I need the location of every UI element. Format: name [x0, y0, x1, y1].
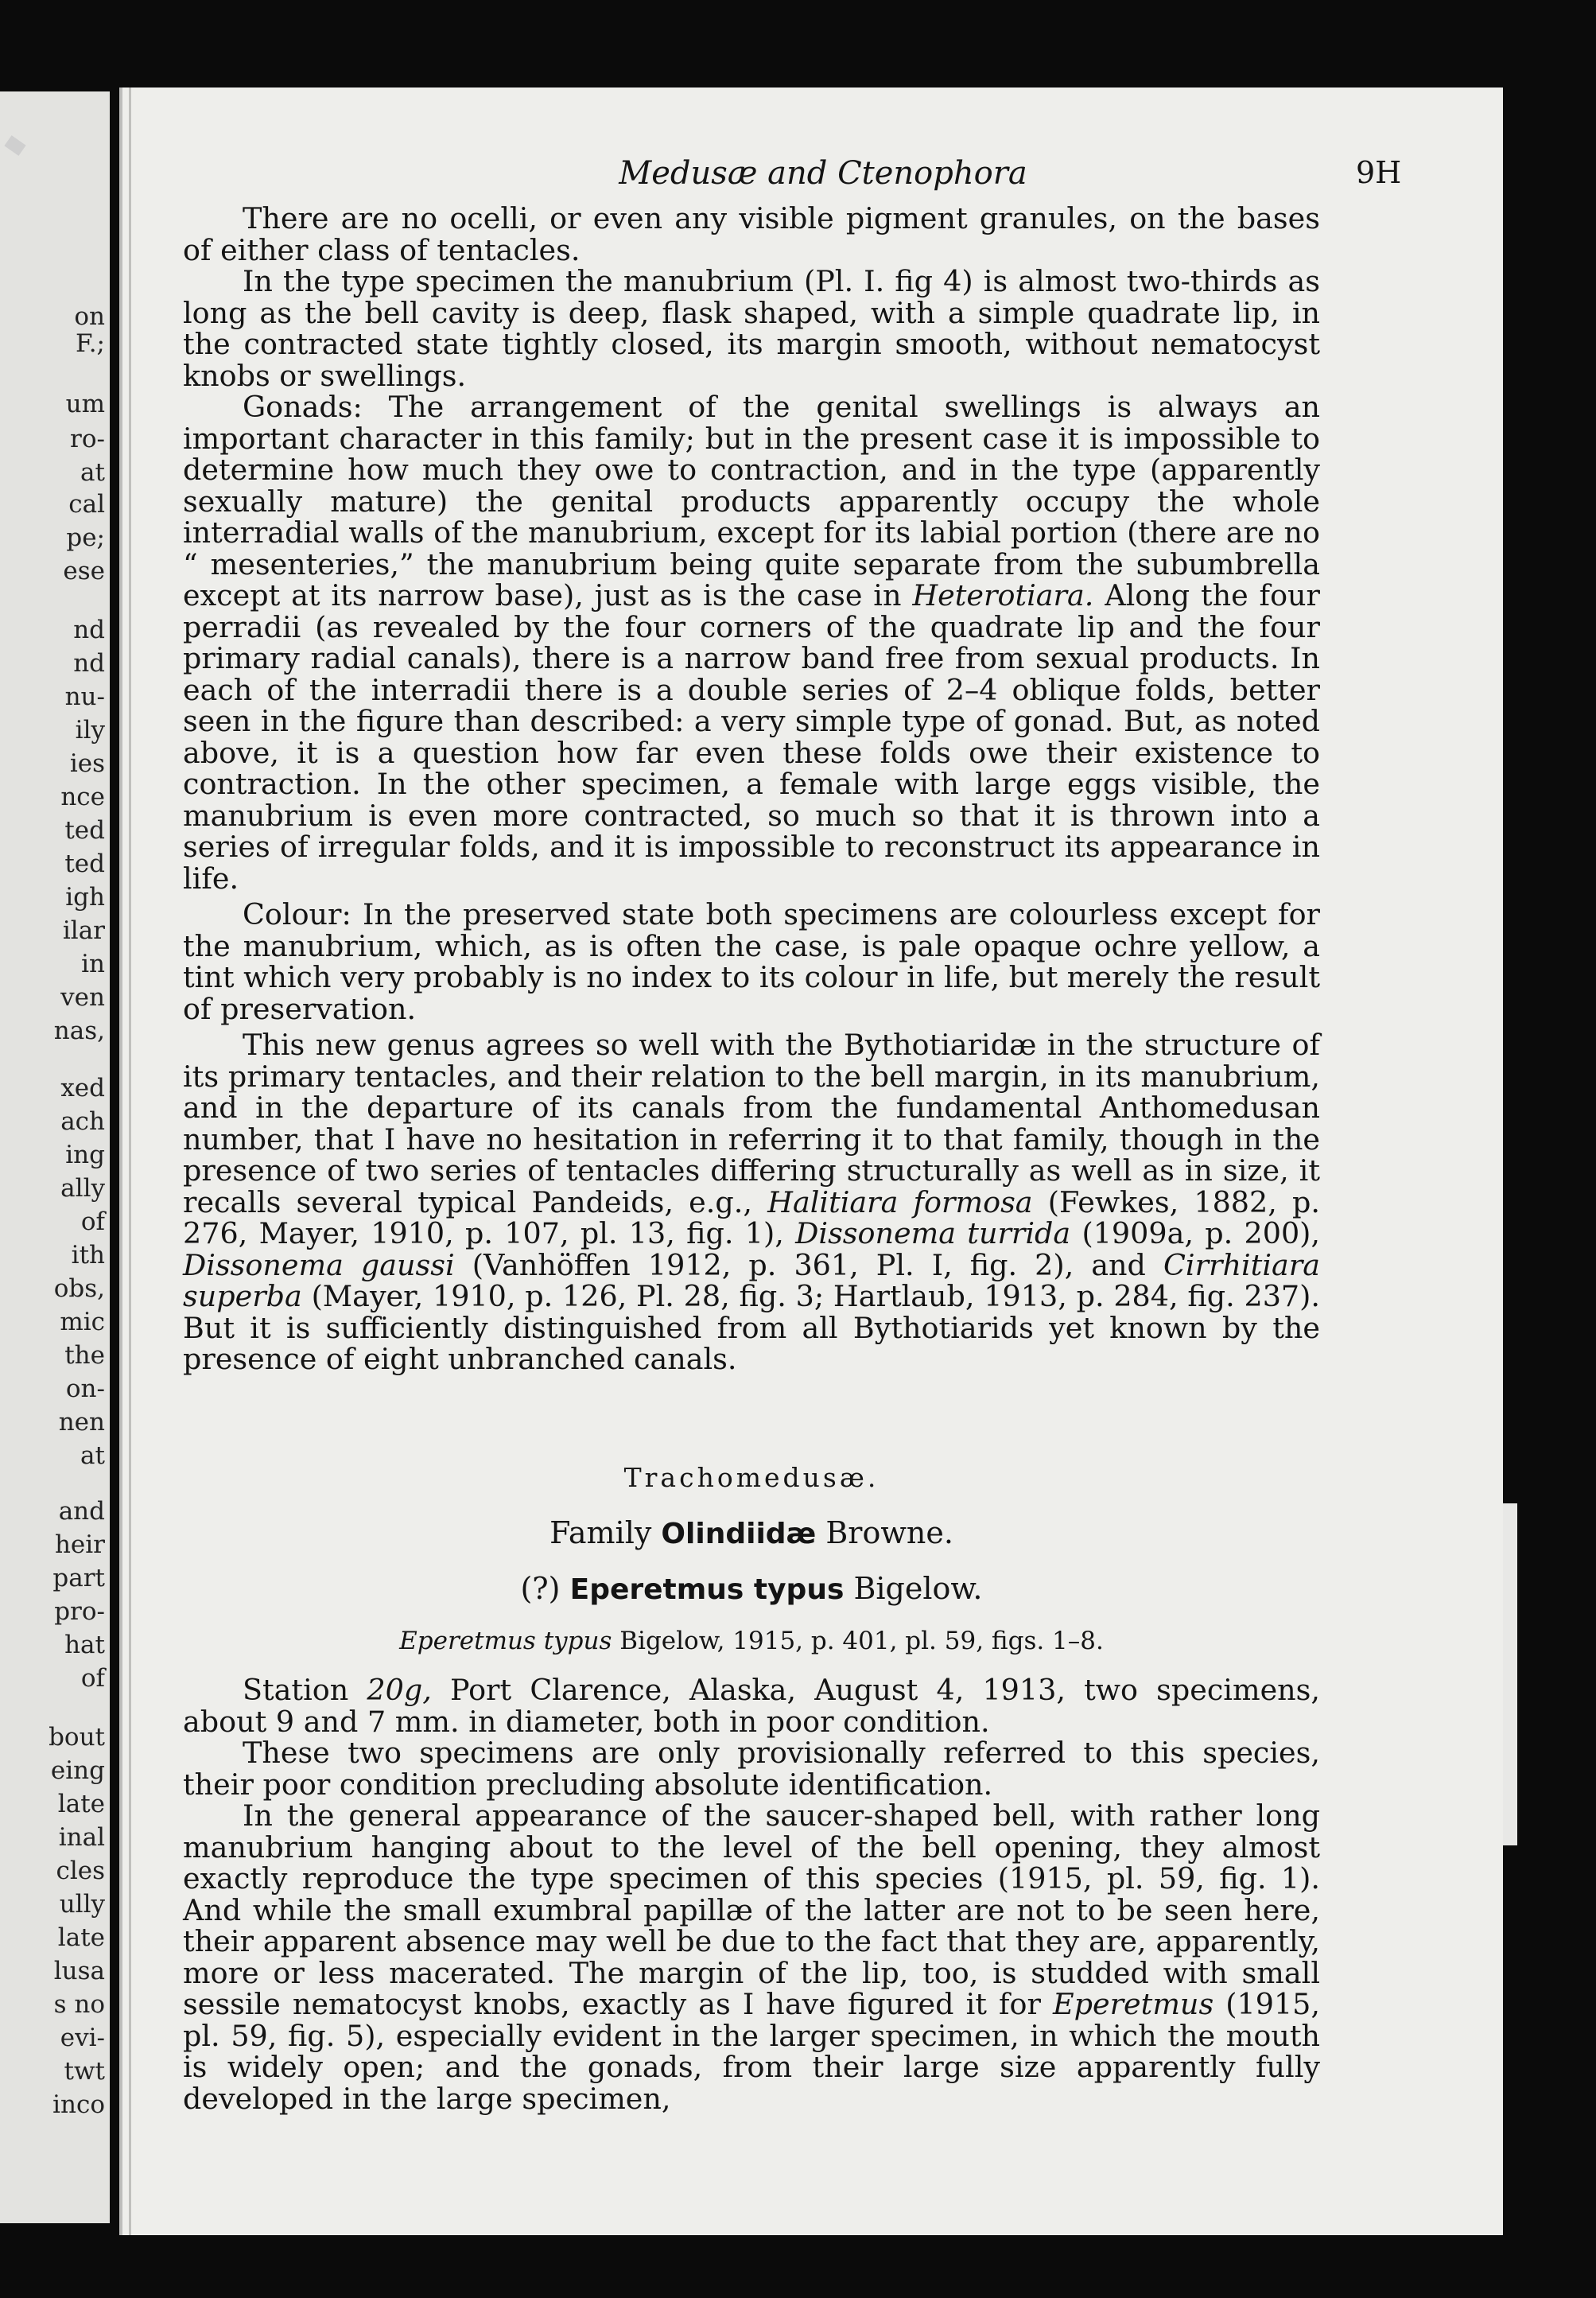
- running-title: Medusæ and Ctenophora: [619, 155, 1027, 192]
- citation-reference: Bigelow, 1915, p. 401, pl. 59, figs. 1–8.: [612, 1627, 1104, 1655]
- genus-name: Eperetmus: [1053, 1987, 1214, 2021]
- margin-fragment: obs,: [53, 1274, 105, 1303]
- section-heading: Trachomedusæ.: [623, 1462, 880, 1493]
- paragraph-appearance: [183, 1800, 1320, 2114]
- paragraph-colour: Colour: In the preserved state both specimens are colourless except for the manubrium, which, as is often the case, is pale opaque ochre yellow, a tint which very probably is no index to its colour in life, but merely the result of preservation.: [183, 897, 1320, 1026]
- margin-fragment: ully: [59, 1890, 105, 1919]
- margin-fragment: ily: [75, 716, 105, 745]
- margin-fragment: of: [80, 1207, 105, 1236]
- margin-fragment: lusa: [53, 1957, 105, 1985]
- paragraph-manubrium: In the type specimen the manubrium (Pl. I. fig 4) is almost two-thirds as long as the bell cavity is deep, flask shaped, with a simple quadrate lip, in the contracted state tightly closed, its margin smooth, without nematocyst knobs or swellings.: [183, 264, 1320, 393]
- paragraph-affinities: [183, 1029, 1320, 1375]
- body-text: [183, 203, 1320, 1375]
- facing-page-margin: [0, 91, 110, 2223]
- margin-fragment: ing: [65, 1141, 105, 1169]
- margin-fragment: cles: [56, 1857, 105, 1885]
- text-run: (1915, pl. 59, fig. 5), especially evident in the larger specimen, in which the mouth is widely open; and the gonads, from their large size apparently fully developed in the large specimen,: [183, 1987, 1320, 2116]
- margin-fragment: nu-: [64, 682, 105, 711]
- margin-fragment: late: [57, 1790, 105, 1818]
- margin-fragment: nas,: [53, 1017, 105, 1045]
- margin-fragment: evi-: [60, 2024, 105, 2052]
- genus-name: Heterotiara.: [912, 578, 1094, 612]
- page-number: 9H: [1356, 155, 1402, 190]
- paragraph-gonads: [183, 391, 1320, 894]
- margin-fragment: nd: [73, 616, 105, 644]
- paragraph-ocelli: There are no ocelli, or even any visible pigment granules, on the bases of either class of tentacles.: [183, 201, 1320, 267]
- species-query: (?): [520, 1571, 561, 1606]
- margin-fragment: xed: [60, 1074, 105, 1102]
- margin-fragment: ted: [64, 816, 105, 845]
- species-name: Dissonema gaussi: [183, 1247, 455, 1282]
- station-number: 20g,: [367, 1673, 432, 1707]
- margin-fragment: s no: [53, 1990, 105, 2019]
- margin-fragment: heir: [54, 1530, 105, 1559]
- margin-fragment: of: [80, 1664, 105, 1693]
- text-run: Station: [243, 1673, 367, 1707]
- text-run: (Fewkes, 1882, p. 276, Mayer, 1910, p. 107, pl. 13, fig. 1),: [183, 1184, 1320, 1250]
- species-name: Halitiara formosa: [767, 1184, 1033, 1219]
- margin-fragment: ilar: [62, 916, 105, 945]
- margin-fragment: late: [57, 1923, 105, 1952]
- text-run: (Vanhöffen 1912, p. 361, Pl. I, fig. 2), and: [454, 1247, 1163, 1282]
- family-name: Olindiidæ: [661, 1518, 817, 1550]
- text-run: (1909a, p. 200),: [1070, 1216, 1321, 1250]
- margin-fragment: in: [81, 950, 105, 978]
- page-edge-tab: [1503, 1503, 1517, 1845]
- margin-fragment: pe;: [66, 523, 105, 552]
- citation-taxon: Eperetmus typus: [399, 1627, 612, 1655]
- margin-fragment: nen: [58, 1408, 105, 1437]
- margin-fragment: igh: [65, 883, 105, 912]
- margin-fragment: mic: [60, 1308, 105, 1336]
- species-name: Cirrhitiara superba: [183, 1247, 1320, 1313]
- page-corner-mark: [4, 135, 25, 156]
- margin-fragment: um: [65, 390, 105, 418]
- margin-fragment: on: [74, 302, 105, 331]
- margin-fragment: F.;: [76, 329, 105, 358]
- text-run: In the general appearance of the saucer-shaped bell, with rather long manubrium hanging about to the level of the bell opening, they almost exactly reproduce the type specimen of this species (1915, pl. 59, fig. 1). And while the small exumbral papillæ of the latter are not to be seen here, their apparent absence may well be due to the fact that they are, apparently, more or less macerated. The margin of the lip, too, is studded with small sessile nematocyst knobs, exactly as I have figured it for: [183, 1798, 1320, 2021]
- gutter-shadow: [129, 87, 131, 2235]
- margin-fragment: the: [64, 1341, 105, 1370]
- species-name: Dissonema turrida: [795, 1216, 1071, 1250]
- margin-fragment: on-: [65, 1375, 105, 1403]
- text-run: Along the four perradii (as revealed by the four corners of the quadrate lip and the four primary radial canals), there is a narrow band free from sexual products. In each of the interradii there is a double series of 2–4 oblique folds, better seen in the figure than described: a very simple type of gonad. But, as noted above, it is a question how far even these folds owe their existence to contraction. In the other specimen, a female with large eggs visible, the manubrium is even more contracted, so much so that it is thrown into a series of irregular folds, and it is impossible to reconstruct its appearance in life.: [183, 578, 1320, 896]
- margin-fragment: ith: [71, 1241, 105, 1270]
- margin-fragment: bout: [49, 1723, 105, 1752]
- family-author: Browne.: [825, 1515, 953, 1550]
- margin-fragment: ach: [60, 1107, 105, 1136]
- family-prefix: Family: [549, 1515, 652, 1550]
- margin-fragment: at: [80, 458, 105, 487]
- species-title: Eperetmus typus: [569, 1573, 845, 1606]
- margin-fragment: ally: [60, 1174, 105, 1203]
- paragraph-provisional: These two specimens are only provisionally referred to this species, their poor condition precluding absolute identification.: [183, 1736, 1320, 1802]
- paragraph-station: [183, 1674, 1320, 1737]
- synonymy-citation: [183, 1627, 1320, 1655]
- text-run: Port Clarence, Alaska, August 4, 1913, two specimens, about 9 and 7 mm. in diameter, both in poor condition.: [183, 1673, 1321, 1739]
- margin-fragment: at: [80, 1441, 105, 1470]
- margin-fragment: nce: [60, 783, 105, 811]
- margin-fragment: ese: [63, 557, 105, 585]
- species-account-text: [183, 1674, 1320, 2114]
- species-author: Bigelow.: [853, 1571, 983, 1606]
- margin-fragment: inal: [58, 1823, 105, 1852]
- text-run: Gonads: The arrangement of the genital swellings is always an important character in this family; but in the present case it is impossible to determine how much they owe to contraction, and in the type (apparently sexually mature) the genital products apparently occupy the whole interradial walls of the manubrium, except for its labial portion (there are no “ mesenteries,” the manubrium being quite separate from the subumbrella except at its narrow base), just as is the case in: [183, 390, 1320, 612]
- margin-fragment: inco: [52, 2090, 105, 2119]
- margin-fragment: cal: [68, 490, 105, 519]
- text-run: This new genus agrees so well with the Bythotiaridæ in the structure of its primary tentacles, and their relation to the bell margin, in its manubrium, and in the departure of its canals from the fundamental Anthomedusan number, that I have no hesitation in referring it to that family, though in the presence of two series of tentacles differing structurally as well as in size, it recalls several typical Pandeids, e.g.,: [183, 1028, 1320, 1219]
- text-run: (Mayer, 1910, p. 126, Pl. 28, fig. 3; Hartlaub, 1913, p. 284, fig. 237). But it is sufficiently distinguished from all Bythotiarids yet known by the presence of eight unbranched canals.: [183, 1279, 1320, 1376]
- margin-fragment: pro-: [54, 1597, 105, 1626]
- margin-fragment: part: [52, 1564, 105, 1592]
- species-heading: [183, 1571, 1320, 1606]
- margin-fragment: ted: [64, 850, 105, 878]
- family-heading: [183, 1515, 1320, 1550]
- margin-fragment: and: [58, 1497, 105, 1526]
- margin-fragment: eing: [50, 1756, 105, 1785]
- margin-fragment: twt: [64, 2057, 105, 2086]
- margin-fragment: nd: [73, 649, 105, 678]
- margin-fragment: ies: [69, 749, 105, 778]
- margin-fragment: hat: [64, 1631, 105, 1659]
- margin-fragment: ven: [60, 983, 105, 1012]
- margin-fragment: ro-: [70, 425, 105, 453]
